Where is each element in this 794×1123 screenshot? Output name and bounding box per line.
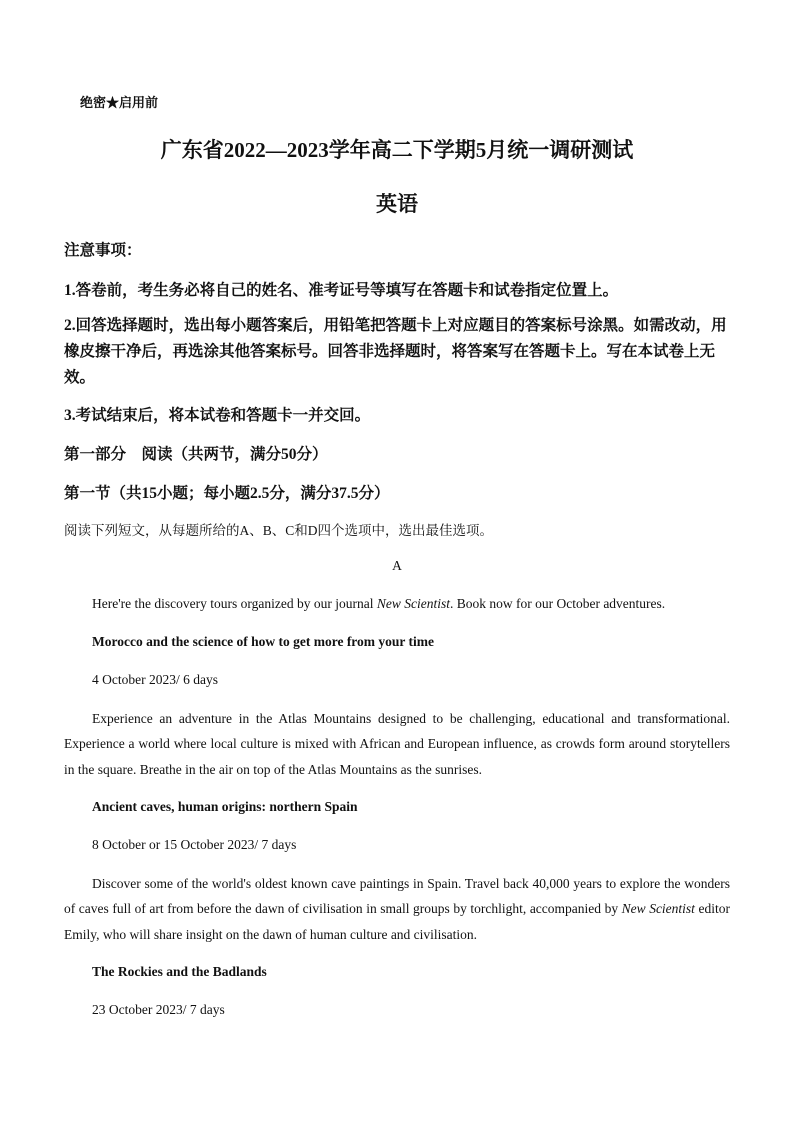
confidential-label: 绝密★启用前 xyxy=(80,95,159,110)
tour-description-morocco: Experience an adventure in the Atlas Mountains designed to be challenging, educational and transformational. Experience a world where local culture is mixed with African and European influence, as crowds form around storytellers in the square. Breathe in the air on top of the Atlas Mountains as the sunrises. xyxy=(64,711,730,777)
tour-date-morocco: 4 October 2023/ 6 days xyxy=(92,672,218,687)
spain-text-start: Discover some of the world's oldest known cave paintings in Spain. Travel back 40,000 years to explore the wonders of caves full of art from before the dawn of civilisation in small groups by torchlight, accompanied by xyxy=(64,876,730,917)
passage-intro xyxy=(92,596,665,612)
exam-title: 广东省2022—2023学年高二下学期5月统一调研测试 xyxy=(160,138,634,162)
intro-text-end: . Book now for our October adventures. xyxy=(449,596,666,611)
exam-subject: 英语 xyxy=(376,192,418,216)
passage-letter: A xyxy=(392,558,402,573)
tour-date-spain: 8 October or 15 October 2023/ 7 days xyxy=(92,837,297,852)
tour-title-morocco: Morocco and the science of how to get more from your time xyxy=(92,634,435,649)
spain-text-end: editor Emily, who will share insight on the dawn of human culture and civilisation. xyxy=(64,901,730,942)
intro-text-start: Here're the discovery tours organized by our journal xyxy=(92,596,377,611)
reading-instruction: 阅读下列短文，从每题所给的A、B、C和D四个选项中，选出最佳选项。 xyxy=(64,523,494,538)
journal-name-2: New Scientist xyxy=(621,901,695,917)
tour-date-rockies: 23 October 2023/ 7 days xyxy=(92,1002,225,1017)
section-heading: 第一节（共15小题；每小题2.5分，满分37.5分） xyxy=(64,485,390,502)
note-item-2: 2.回答选择题时，选出每小题答案后，用铅笔把答题卡上对应题目的答案标号涂黑。如需改动，用橡皮擦干净后，再选涂其他答案标号。回答非选择题时，将答案写在答题卡上。写在本试卷上无效。 xyxy=(64,317,727,386)
journal-name: New Scientist xyxy=(376,596,450,611)
note-item-3: 3.考试结束后，将本试卷和答题卡一并交回。 xyxy=(64,407,371,424)
tour-title-rockies: The Rockies and the Badlands xyxy=(92,964,267,979)
notes-heading: 注意事项： xyxy=(64,242,142,259)
note-item-1: 1.答卷前，考生务必将自己的姓名、准考证号等填写在答题卡和试卷指定位置上。 xyxy=(64,282,619,299)
tour-title-spain: Ancient caves, human origins: northern Spain xyxy=(92,799,358,814)
part-heading: 第一部分 阅读（共两节，满分50分） xyxy=(64,446,328,463)
tour-description-spain xyxy=(64,871,730,947)
